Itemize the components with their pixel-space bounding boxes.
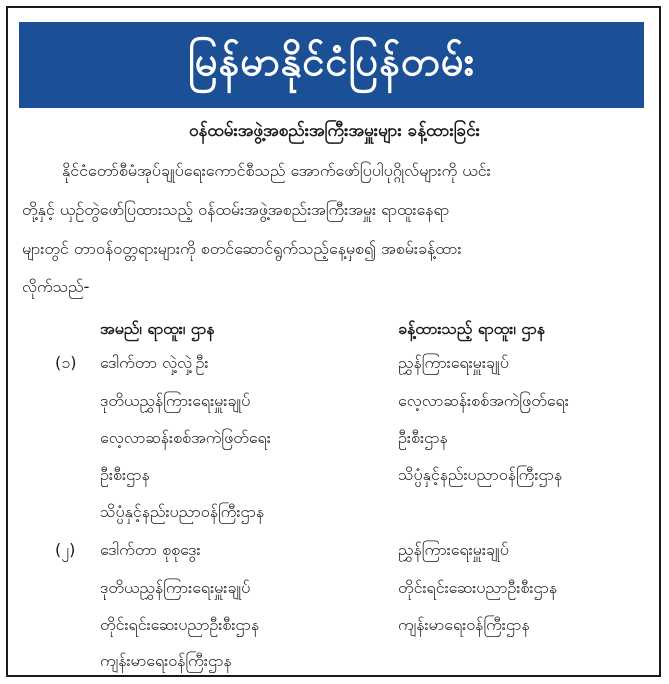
entry-appointed-position: လေ့လာဆန်းစစ်အကဲဖြတ်ရေး <box>398 391 569 410</box>
entry-current-ministry: ကျန်းမာရေးဝန်ကြီးဌာန <box>100 651 232 670</box>
gazette-title: မြန်မာနိုင်ငံပြန်တမ်း <box>188 38 475 85</box>
notice-subtitle: ဝန်ထမ်းအဖွဲ့အစည်းအကြီးအမှူးများ ခန့်ထားခြင်း <box>189 121 480 141</box>
column-header-name-position: အမည်၊ ရာထူး၊ ဌာန <box>100 319 215 338</box>
entry-name: ဒေါက်တာ စုစုဒွေး <box>100 540 201 559</box>
entry-appointed-ministry: သိပ္ပံနှင့်နည်းပညာဝန်ကြီးဌာန <box>398 465 563 484</box>
intro-line: တို့နှင့် ယှဉ်တွဲဖော်ပြထားသည့် ဝန်ထမ်းအဖွဲ့အစည်းအကြီးအမှူး ရာထူးနေရာ <box>22 200 450 219</box>
entry-current-position: တိုင်းရင်းဆေးပညာဦးစီးဌာန <box>100 615 260 634</box>
entry-name: ဒေါက်တာ လှဲ့လှဲ့ဦး <box>100 353 209 372</box>
entry-appointed-position: ညွှန်ကြားရေးမှူးချုပ် <box>398 353 509 372</box>
intro-line: များတွင် တာဝန်ဝတ္တရားများကို စတင်ဆောင်ရွက်သည့်နေ့မှစ၍ အစမ်းခန့်ထား <box>22 239 462 258</box>
entry-number: (၁) <box>55 353 77 372</box>
gazette-banner <box>19 22 644 108</box>
entry-current-position: ဦးစီးဌာန <box>100 465 150 484</box>
entry-current-position: ဒုတိယညွှန်ကြားရေးမှူးချုပ် <box>100 391 251 410</box>
entry-appointed-position: ညွှန်ကြားရေးမှူးချုပ် <box>398 540 509 559</box>
entry-appointed-position: ဦးစီးဌာန <box>398 428 448 447</box>
entry-appointed-ministry: ကျန်းမာရေးဝန်ကြီးဌာန <box>398 615 530 634</box>
entry-current-ministry: သိပ္ပံနှင့်နည်းပညာဝန်ကြီးဌာန <box>100 502 265 521</box>
column-header-appointed-position: ခန့်ထားသည့် ရာထူး၊ ဌာန <box>398 319 546 338</box>
intro-line: လိုက်သည်- <box>22 277 90 296</box>
entry-appointed-position: တိုင်းရင်းဆေးပညာဦးစီးဌာန <box>398 578 558 597</box>
intro-line: နိုင်ငံတော်စီမံအုပ်ချုပ်ရေးကောင်စီသည် အောက်ဖော်ပြပါပုဂ္ဂိုလ်များကို ယင်း <box>62 161 491 180</box>
entry-number: (၂) <box>55 540 76 559</box>
entry-current-position: လေ့လာဆန်းစစ်အကဲဖြတ်ရေး <box>100 428 271 447</box>
entry-current-position: ဒုတိယညွှန်ကြားရေးမှူးချုပ် <box>100 578 251 597</box>
